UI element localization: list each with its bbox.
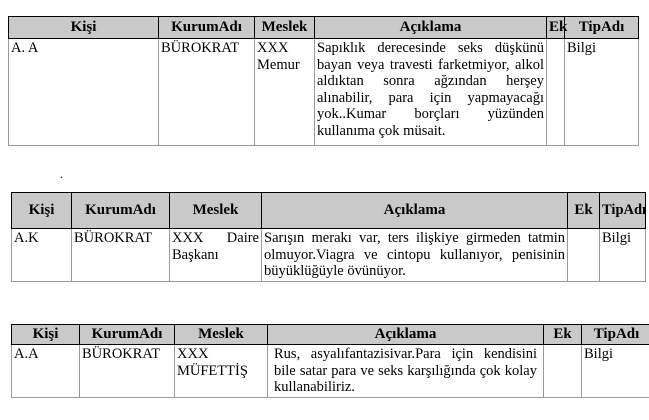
cell-meslek: XXX Daire Başkanı	[170, 229, 262, 282]
cell-kisi: A.A	[12, 345, 80, 398]
header-aciklama: Açıklama	[262, 193, 568, 229]
header-kurum-adi: KurumAdı	[80, 325, 175, 345]
cell-ek	[544, 345, 582, 398]
cell-aciklama: Sapıklık derecesinde seks düşkünü bayan veya travesti farketmiyor, alkol aldıktan sonra ağzından herşey alınabilir, para için yapmayacağı yok..Kumar borçları yüzünden kullanıma çok müsait.	[315, 39, 547, 146]
cell-kisi: A. A	[9, 39, 159, 146]
table-row	[9, 39, 639, 146]
header-aciklama: Açıklama	[268, 325, 544, 345]
cell-meslek	[255, 39, 315, 146]
header-ek: Ek	[568, 193, 600, 229]
cell-tip-adi: Bilgi	[600, 229, 646, 282]
cell-aciklama: Sarışın merakı var, ters ilişkiye girmeden tatmin olmuyor.Viagra ve cintopu kullanıyor, penisinin büyüklüğüyle övünüyor.	[262, 229, 568, 282]
table-row	[12, 229, 646, 282]
header-meslek: Meslek	[170, 193, 262, 229]
cell-aciklama: Rus, asyalıfantazisivar.Para için kendisini bile satar para ve seks karşılığında çok kolay kullanabiliriz.	[268, 345, 544, 398]
header-aciklama: Açıklama	[315, 17, 547, 39]
header-kisi: Kişi	[12, 193, 72, 229]
header-meslek: Meslek	[175, 325, 268, 345]
separator-dot: .	[60, 167, 63, 181]
meslek-line-2: MÜFETTİŞ	[177, 362, 248, 379]
header-ek: Ek	[544, 325, 582, 345]
meslek-line-1: XXX	[177, 346, 209, 362]
header-kisi: Kişi	[12, 325, 80, 345]
cell-meslek	[175, 345, 268, 398]
meslek-line-2: Memur	[257, 56, 300, 73]
header-tip-adi: TipAdı	[600, 193, 646, 229]
cell-kurum-adi: BÜROKRAT	[72, 229, 170, 282]
header-kisi: Kişi	[9, 17, 159, 39]
cell-ek	[568, 229, 600, 282]
cell-tip-adi: Bilgi	[582, 345, 649, 398]
cell-tip-adi: Bilgi	[565, 39, 639, 146]
record-table-1	[8, 16, 639, 146]
cell-kurum-adi: BÜROKRAT	[80, 345, 175, 398]
table-row	[12, 345, 649, 398]
cell-kurum-adi: BÜROKRAT	[159, 39, 255, 146]
header-meslek: Meslek	[255, 17, 315, 39]
header-kurum-adi: KurumAdı	[72, 193, 170, 229]
header-tip-adi: TipAdı	[582, 325, 649, 345]
cell-kisi: A.K	[12, 229, 72, 282]
header-kurum-adi: KurumAdı	[159, 17, 255, 39]
header-ek: Ek	[547, 17, 565, 39]
record-table-2	[11, 192, 646, 282]
header-tip-adi: TipAdı	[565, 17, 639, 39]
record-table-3	[11, 324, 649, 398]
cell-ek	[547, 39, 565, 146]
meslek-line-1: XXX	[257, 40, 289, 56]
